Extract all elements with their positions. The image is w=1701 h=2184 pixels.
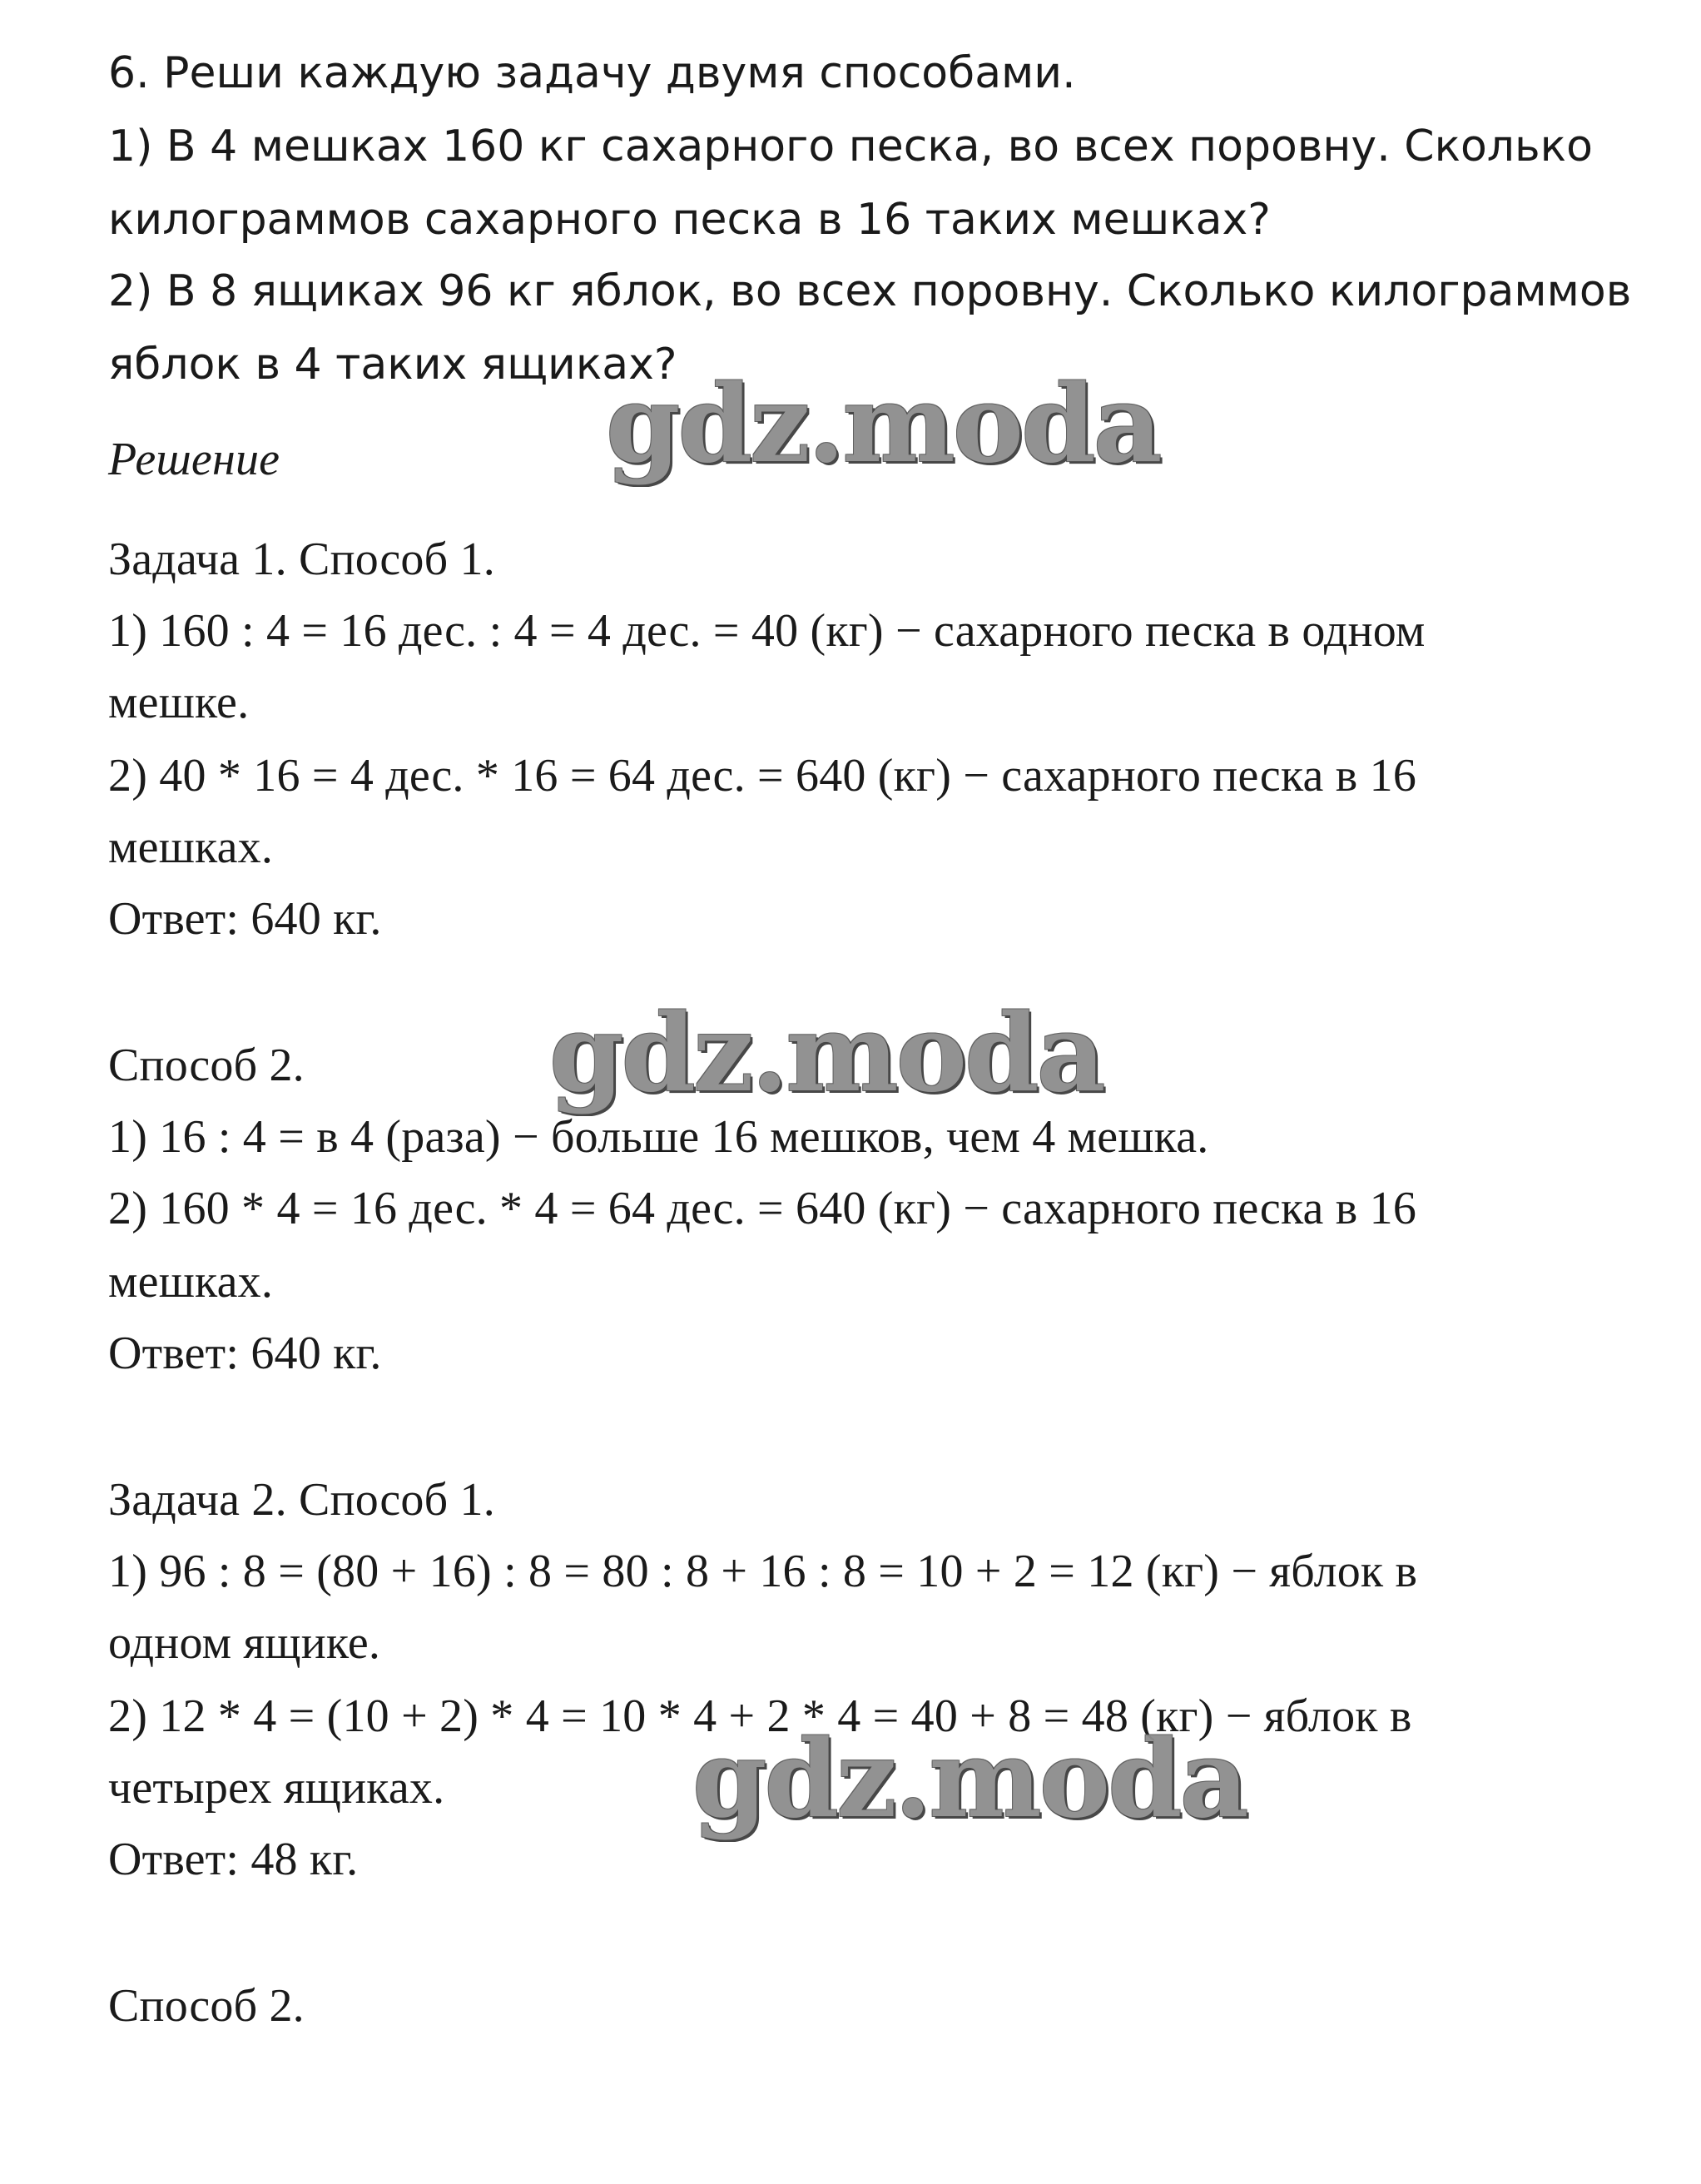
problem2-method1-step1b: одном ящике. <box>108 1617 381 1669</box>
task-line-4: яблок в 4 таких ящиках? <box>108 340 677 390</box>
task-heading: 6. Реши каждую задачу двумя способами. <box>108 48 1076 98</box>
problem2-method1-step2a: 2) 12 * 4 = (10 + 2) * 4 = 10 * 4 + 2 * 4 = 40 + 8 = 48 (кг) − яблок в <box>108 1690 1412 1742</box>
problem1-method1-step1b: мешке. <box>108 677 250 728</box>
problem1-method1-step2b: мешках. <box>108 821 274 873</box>
solution-label: Решение <box>108 434 280 485</box>
problem1-method1-title: Задача 1. Способ 1. <box>108 534 495 585</box>
problem1-method2-step1: 1) 16 : 4 = в 4 (раза) − больше 16 мешков, чем 4 мешка. <box>108 1111 1209 1163</box>
watermark-logo: gdz.moda <box>606 362 1160 487</box>
problem2-method1-title: Задача 2. Способ 1. <box>108 1474 495 1526</box>
problem1-method1-step2a: 2) 40 * 16 = 4 дес. * 16 = 64 дес. = 640 (кг) − сахарного песка в 16 <box>108 750 1417 802</box>
problem1-method2-step2b: мешках. <box>108 1256 274 1308</box>
problem1-method2-answer: Ответ: 640 кг. <box>108 1328 382 1379</box>
problem1-method2-step2a: 2) 160 * 4 = 16 дес. * 4 = 64 дес. = 640 (кг) − сахарного песка в 16 <box>108 1183 1417 1234</box>
problem2-method1-step1a: 1) 96 : 8 = (80 + 16) : 8 = 80 : 8 + 16 : 8 = 10 + 2 = 12 (кг) − яблок в <box>108 1546 1418 1597</box>
problem1-method2-title: Способ 2. <box>108 1040 305 1091</box>
problem2-method2-title: Способ 2. <box>108 1980 305 2032</box>
problem1-method1-answer: Ответ: 640 кг. <box>108 893 382 945</box>
task-line-3: 2) В 8 ящиках 96 кг яблок, во всех поровну. Сколько килограммов <box>108 266 1632 316</box>
task-line-2: килограммов сахарного песка в 16 таких мешках? <box>108 195 1271 245</box>
task-line-1: 1) В 4 мешках 160 кг сахарного песка, во всех поровну. Сколько <box>108 122 1593 171</box>
watermark-logo: gdz.moda <box>549 991 1103 1116</box>
problem1-method1-step1a: 1) 160 : 4 = 16 дес. : 4 = 4 дес. = 40 (кг) − сахарного песка в одном <box>108 605 1426 657</box>
problem2-method1-answer: Ответ: 48 кг. <box>108 1834 359 1885</box>
problem2-method1-step2b: четырех ящиках. <box>108 1762 445 1814</box>
watermark-logo: gdz.moda <box>692 1717 1247 1842</box>
